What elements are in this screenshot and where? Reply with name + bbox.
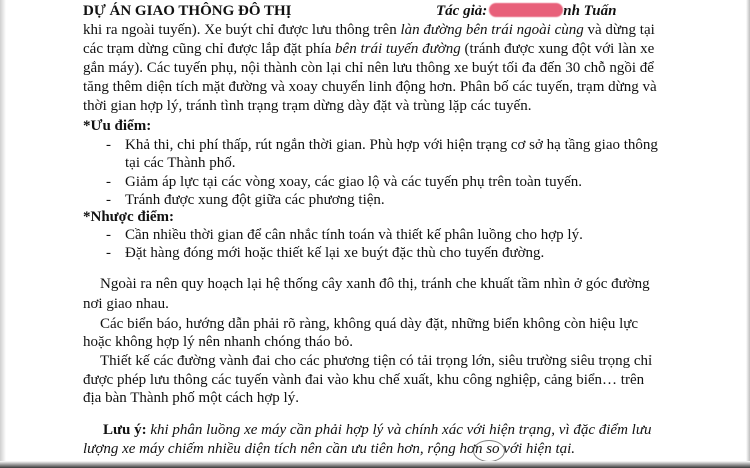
text-span: khi ra ngoài tuyến). Xe buýt chỉ được lưu thông trên [83, 22, 401, 38]
italic-phrase: bên trái tuyến đường [335, 41, 461, 57]
para2-line5: Thiết kế các đường vành đai cho các phương tiện có tải trọng lớn, siêu trường siêu trọng chỉ [100, 353, 653, 369]
disadvantage-item: Cần nhiều thời gian để cân nhắc tính toán và thiết kế phân luồng cho hợp lý. [125, 227, 583, 243]
para2-line6: được phép lưu thông các tuyến vành đai vào khu chế xuất, khu công nghiệp, cảng biển… trên [83, 372, 645, 388]
disadvantage-item: Đặt hàng đóng mới hoặc thiết kế lại xe buýt đặc thù cho tuyến đường. [125, 245, 545, 261]
handwritten-circle-mark [473, 440, 505, 462]
document-title: DỰ ÁN GIAO THÔNG ĐÔ THỊ [83, 3, 292, 19]
para1-line3: gắn máy). Các tuyến phụ, nội thành còn lại chỉ nên lưu thông xe buýt tối đa đến 30 chỗ ngồi để [83, 60, 654, 76]
para2-line4: hoặc không hợp lý nên nhanh chóng tháo bỏ. [83, 334, 353, 350]
author-line [436, 2, 616, 21]
text-span: các trạm dừng cũng chỉ được lắp đặt phía [83, 41, 336, 57]
para2-line3: Các biển báo, hướng dẫn phải rõ ràng, không quá dày đặt, những biển không còn hiệu lực [100, 316, 639, 332]
author-label: Tác giả: [436, 3, 488, 19]
advantage-item-continuation: tại các Thành phố. [125, 155, 236, 171]
note-text: khi phân luồng xe máy cần phải hợp lý và chính xác với hiện trạng, vì đặc điểm lưu [146, 422, 652, 438]
bullet-dash: - [106, 245, 111, 261]
para2-line2: nơi giao nhau. [83, 296, 169, 312]
italic-phrase: làn đường bên trái ngoài cùng [400, 22, 584, 38]
para1-line1 [83, 21, 655, 40]
para1-line5: thời gian hợp lý, tránh tình trạng trạm dừng dày đặt và trùng lặp các tuyến. [83, 98, 532, 114]
text-span: (tránh được xung đột với làn xe [460, 41, 655, 57]
page-shadow-left [0, 0, 6, 468]
note-line1 [103, 421, 652, 440]
bullet-dash: - [106, 227, 111, 243]
note-line2: lượng xe máy chiếm nhiều diện tích nên cần ưu tiên hơn, rộng hơn so với hiện tại. [83, 441, 576, 457]
advantages-heading: *Ưu điểm: [83, 118, 152, 134]
bullet-dash: - [106, 174, 111, 190]
page-shadow-bottom [0, 461, 750, 468]
redacted-name [489, 3, 563, 17]
advantage-item: Giảm áp lực tại các vòng xoay, các giao lộ và các tuyến phụ trên toàn tuyến. [125, 174, 582, 190]
para2-line1: Ngoài ra nên quy hoạch lại hệ thống cây xanh đô thị, tránh che khuất tầm nhìn ở góc đường [100, 276, 650, 292]
para1-line4: tăng thêm diện tích mặt đường và xoay chuyển linh động hơn. Phân bố các tuyến, trạm dừng và [83, 79, 657, 95]
bullet-dash: - [106, 192, 111, 208]
note-label: Lưu ý: [103, 422, 147, 438]
para2-line7: địa bàn Thành phố một cách hợp lý. [83, 390, 299, 406]
advantage-item: Khả thi, chi phí thấp, rút ngắn thời gian. Phù hợp với hiện trạng cơ sở hạ tầng giao thông [125, 137, 658, 153]
author-name-suffix: nh Tuấn [563, 3, 617, 19]
disadvantages-heading: *Nhược điểm: [83, 209, 175, 225]
page-shadow-right [746, 0, 750, 468]
advantage-item: Tránh được xung đột giữa các phương tiện. [125, 192, 385, 208]
bullet-dash: - [106, 137, 111, 153]
para1-line2 [83, 40, 654, 59]
text-span: và dừng tại [583, 22, 655, 38]
